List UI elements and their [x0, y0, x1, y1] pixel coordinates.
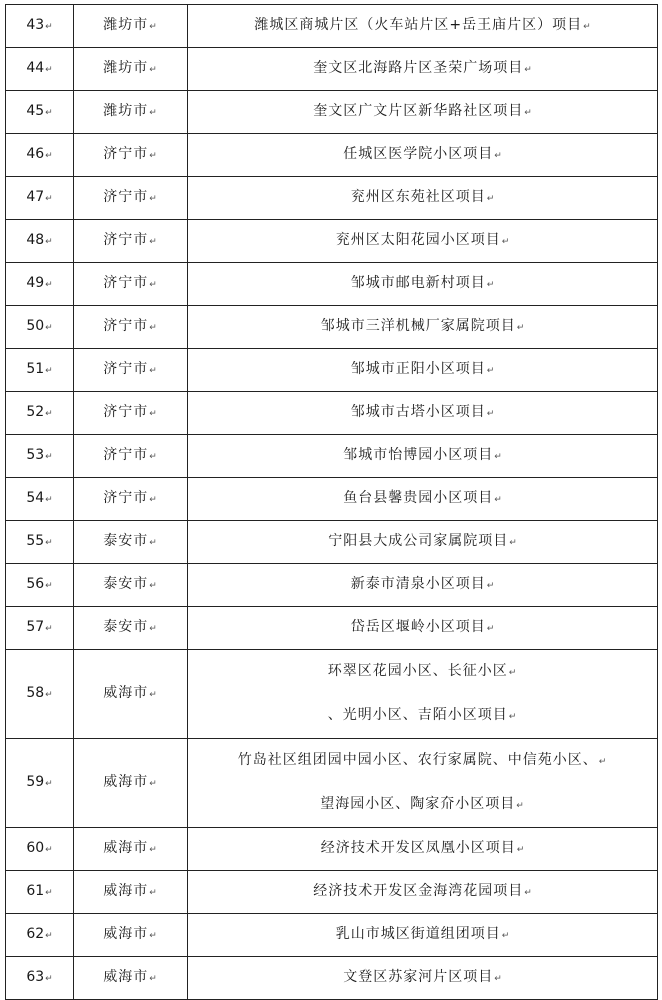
- project-name: 新泰市清泉小区项目: [350, 576, 486, 592]
- city-cell: [74, 871, 188, 914]
- row-number-cell: [6, 177, 74, 220]
- table-row: [6, 957, 658, 1000]
- paragraph-mark-icon: ↵: [45, 194, 53, 204]
- paragraph-mark-icon: ↵: [45, 452, 53, 462]
- project-cell: [188, 435, 658, 478]
- city-cell: [74, 263, 188, 306]
- project-name: 邹城市古塔小区项目: [350, 404, 486, 420]
- paragraph-mark-icon: ↵: [516, 323, 525, 333]
- row-number-cell: [6, 306, 74, 349]
- table-row: [6, 134, 658, 177]
- paragraph-mark-icon: ↵: [45, 409, 53, 419]
- city-cell: [74, 478, 188, 521]
- city-name: 泰安市: [103, 533, 149, 549]
- paragraph-mark-icon: ↵: [149, 194, 158, 204]
- table-row: [6, 828, 658, 871]
- project-name-line: [321, 840, 525, 856]
- project-cell: [188, 91, 658, 134]
- row-number-cell: [6, 564, 74, 607]
- paragraph-mark-icon: ↵: [516, 801, 525, 811]
- project-name: 邹城市怡博园小区项目: [343, 447, 494, 463]
- table-row: [6, 349, 658, 392]
- paragraph-mark-icon: ↵: [45, 108, 53, 118]
- paragraph-mark-icon: ↵: [149, 931, 158, 941]
- paragraph-mark-icon: ↵: [494, 495, 502, 505]
- project-name-line: [321, 318, 525, 334]
- paragraph-mark-icon: ↵: [45, 779, 53, 789]
- city-cell: [74, 349, 188, 392]
- city-name: 潍坊市: [103, 103, 149, 119]
- row-number: 55: [26, 533, 45, 549]
- city-name: 济宁市: [103, 275, 149, 291]
- paragraph-mark-icon: ↵: [149, 690, 158, 700]
- row-number-cell: [6, 607, 74, 650]
- project-name: 乳山市城区街道组团项目: [335, 926, 501, 942]
- city-name: 威海市: [103, 926, 149, 942]
- project-cell: [188, 828, 658, 871]
- row-number-cell: [6, 392, 74, 435]
- city-name: 济宁市: [103, 361, 149, 377]
- city-cell: [74, 48, 188, 91]
- row-number-cell: [6, 871, 74, 914]
- paragraph-mark-icon: ↵: [149, 888, 158, 898]
- city-name: 济宁市: [103, 404, 149, 420]
- project-name-line: [351, 189, 495, 205]
- paragraph-mark-icon: ↵: [524, 65, 532, 75]
- city-name: 潍坊市: [103, 60, 149, 76]
- row-number: 48: [26, 232, 45, 248]
- project-name: 邹城市三洋机械厂家属院项目: [320, 318, 516, 334]
- city-cell: [74, 828, 188, 871]
- project-cell: [188, 957, 658, 1000]
- project-name: 文登区苏家河片区项目: [343, 969, 494, 985]
- project-cell: [188, 914, 658, 957]
- project-name-line: [336, 926, 510, 942]
- city-cell: [74, 5, 188, 48]
- city-name: 济宁市: [103, 189, 149, 205]
- table-body: [6, 5, 658, 1000]
- row-number-cell: [6, 521, 74, 564]
- project-name-line: [351, 275, 495, 291]
- table-row: [6, 871, 658, 914]
- city-name: 威海市: [103, 969, 149, 985]
- project-name: 经济技术开发区金海湾花园项目: [313, 883, 524, 899]
- table-row: [6, 263, 658, 306]
- table-row: [6, 435, 658, 478]
- project-name-line: [188, 739, 657, 783]
- project-cell: [188, 478, 658, 521]
- row-number: 43: [26, 17, 45, 33]
- row-number: 53: [26, 447, 45, 463]
- project-name-line: [313, 883, 532, 899]
- city-name: 潍坊市: [103, 17, 149, 33]
- project-cell: [188, 521, 658, 564]
- project-name: 宁阳县大成公司家属院项目: [328, 533, 509, 549]
- paragraph-mark-icon: ↵: [45, 151, 53, 161]
- paragraph-mark-icon: ↵: [508, 668, 518, 678]
- row-number: 54: [26, 490, 45, 506]
- paragraph-mark-icon: ↵: [149, 452, 158, 462]
- row-number: 44: [26, 60, 45, 76]
- project-cell: [188, 177, 658, 220]
- paragraph-mark-icon: ↵: [45, 845, 53, 855]
- paragraph-mark-icon: ↵: [45, 690, 53, 700]
- project-name-line: [343, 969, 502, 985]
- paragraph-mark-icon: ↵: [45, 323, 53, 333]
- paragraph-mark-icon: ↵: [149, 366, 158, 376]
- table-row: [6, 177, 658, 220]
- project-cell: [188, 739, 658, 828]
- paragraph-mark-icon: ↵: [486, 581, 495, 591]
- row-number-cell: [6, 957, 74, 1000]
- paragraph-mark-icon: ↵: [149, 581, 158, 591]
- project-name-line: [188, 783, 657, 827]
- city-cell: [74, 564, 188, 607]
- paragraph-mark-icon: ↵: [524, 888, 532, 898]
- city-cell: [74, 521, 188, 564]
- row-number: 46: [26, 146, 45, 162]
- paragraph-mark-icon: ↵: [509, 538, 517, 548]
- project-name: 兖州区太阳花园小区项目: [335, 232, 501, 248]
- table-row: [6, 521, 658, 564]
- project-name: 奎文区广文片区新华路社区项目: [313, 103, 524, 119]
- row-number: 58: [26, 685, 45, 701]
- city-name: 济宁市: [103, 447, 149, 463]
- paragraph-mark-icon: ↵: [149, 974, 158, 984]
- city-cell: [74, 177, 188, 220]
- city-name: 威海市: [103, 774, 149, 790]
- table-row: [6, 392, 658, 435]
- row-number: 45: [26, 103, 45, 119]
- paragraph-mark-icon: ↵: [149, 409, 158, 419]
- city-name: 威海市: [103, 685, 149, 701]
- paragraph-mark-icon: ↵: [494, 151, 502, 161]
- paragraph-mark-icon: ↵: [598, 757, 608, 767]
- project-name-line: [351, 619, 495, 635]
- project-name: 望海园小区、陶家夼小区项目: [320, 796, 516, 812]
- row-number: 47: [26, 189, 45, 205]
- paragraph-mark-icon: ↵: [149, 151, 158, 161]
- project-name: 奎文区北海路片区圣荣广场项目: [313, 60, 524, 76]
- row-number-cell: [6, 263, 74, 306]
- paragraph-mark-icon: ↵: [45, 931, 53, 941]
- city-name: 威海市: [103, 883, 149, 899]
- city-name: 济宁市: [103, 232, 149, 248]
- row-number: 63: [26, 969, 45, 985]
- paragraph-mark-icon: ↵: [149, 108, 158, 118]
- city-name: 济宁市: [103, 146, 149, 162]
- project-name-line: [351, 576, 495, 592]
- table-row: [6, 220, 658, 263]
- table-row: [6, 914, 658, 957]
- city-name: 济宁市: [103, 490, 149, 506]
- project-cell: [188, 134, 658, 177]
- project-name: 岱岳区堰岭小区项目: [350, 619, 486, 635]
- row-number: 57: [26, 619, 45, 635]
- project-name: 潍城区商城片区（火车站片区+岳王庙片区）项目: [254, 17, 583, 33]
- paragraph-mark-icon: ↵: [508, 712, 518, 722]
- city-name: 泰安市: [103, 576, 149, 592]
- paragraph-mark-icon: ↵: [45, 65, 53, 75]
- paragraph-mark-icon: ↵: [501, 237, 510, 247]
- row-number: 52: [26, 404, 45, 420]
- row-number-cell: [6, 48, 74, 91]
- project-cell: [188, 871, 658, 914]
- row-number-cell: [6, 828, 74, 871]
- project-name-line: [343, 490, 502, 506]
- city-cell: [74, 650, 188, 739]
- row-number: 51: [26, 361, 45, 377]
- project-name-line: [343, 447, 502, 463]
- city-cell: [74, 957, 188, 1000]
- project-name: 经济技术开发区凤凰小区项目: [320, 840, 516, 856]
- paragraph-mark-icon: ↵: [45, 624, 53, 634]
- project-name: 任城区医学院小区项目: [343, 146, 494, 162]
- paragraph-mark-icon: ↵: [45, 888, 53, 898]
- city-cell: [74, 91, 188, 134]
- paragraph-mark-icon: ↵: [45, 974, 53, 984]
- row-number: 60: [26, 840, 45, 856]
- project-name-line: [351, 404, 495, 420]
- table-row: [6, 306, 658, 349]
- paragraph-mark-icon: ↵: [486, 194, 495, 204]
- city-cell: [74, 306, 188, 349]
- paragraph-mark-icon: ↵: [149, 323, 158, 333]
- row-number-cell: [6, 134, 74, 177]
- row-number-cell: [6, 739, 74, 828]
- project-name: 、光明小区、吉陌小区项目: [327, 707, 508, 723]
- project-name-line: [313, 103, 532, 119]
- paragraph-mark-icon: ↵: [45, 237, 53, 247]
- project-cell: [188, 650, 658, 739]
- paragraph-mark-icon: ↵: [149, 22, 158, 32]
- paragraph-mark-icon: ↵: [149, 495, 158, 505]
- city-name: 济宁市: [103, 318, 149, 334]
- paragraph-mark-icon: ↵: [149, 65, 158, 75]
- project-cell: [188, 392, 658, 435]
- paragraph-mark-icon: ↵: [45, 495, 53, 505]
- row-number-cell: [6, 914, 74, 957]
- project-name-line: [188, 694, 657, 738]
- city-cell: [74, 435, 188, 478]
- city-cell: [74, 914, 188, 957]
- project-cell: [188, 48, 658, 91]
- paragraph-mark-icon: ↵: [516, 845, 525, 855]
- paragraph-mark-icon: ↵: [149, 237, 158, 247]
- project-cell: [188, 607, 658, 650]
- city-cell: [74, 607, 188, 650]
- city-cell: [74, 134, 188, 177]
- paragraph-mark-icon: ↵: [486, 409, 495, 419]
- paragraph-mark-icon: ↵: [583, 22, 591, 32]
- paragraph-mark-icon: ↵: [494, 452, 502, 462]
- project-cell: [188, 349, 658, 392]
- city-cell: [74, 739, 188, 828]
- row-number: 49: [26, 275, 45, 291]
- paragraph-mark-icon: ↵: [486, 624, 495, 634]
- city-name: 泰安市: [103, 619, 149, 635]
- paragraph-mark-icon: ↵: [486, 280, 495, 290]
- city-cell: [74, 392, 188, 435]
- project-name: 竹岛社区组团园中园小区、农行家属院、中信苑小区、: [237, 752, 598, 768]
- row-number: 56: [26, 576, 45, 592]
- row-number: 61: [26, 883, 45, 899]
- paragraph-mark-icon: ↵: [149, 280, 158, 290]
- row-number-cell: [6, 650, 74, 739]
- paragraph-mark-icon: ↵: [524, 108, 532, 118]
- row-number: 59: [26, 774, 45, 790]
- project-name: 邹城市邮电新村项目: [350, 275, 486, 291]
- paragraph-mark-icon: ↵: [45, 366, 53, 376]
- paragraph-mark-icon: ↵: [494, 974, 502, 984]
- table-row: [6, 91, 658, 134]
- project-name-line: [336, 232, 510, 248]
- table-row: [6, 48, 658, 91]
- row-number-cell: [6, 478, 74, 521]
- table-row: [6, 478, 658, 521]
- paragraph-mark-icon: ↵: [45, 280, 53, 290]
- row-number-cell: [6, 349, 74, 392]
- table-row: [6, 739, 658, 828]
- paragraph-mark-icon: ↵: [149, 779, 158, 789]
- project-name-line: [328, 533, 517, 549]
- row-number-cell: [6, 220, 74, 263]
- project-cell: [188, 5, 658, 48]
- row-number: 50: [26, 318, 45, 334]
- table-row: [6, 5, 658, 48]
- project-name-line: [254, 17, 590, 33]
- project-name-line: [343, 146, 502, 162]
- row-number: 62: [26, 926, 45, 942]
- project-name: 邹城市正阳小区项目: [350, 361, 486, 377]
- city-cell: [74, 220, 188, 263]
- paragraph-mark-icon: ↵: [149, 845, 158, 855]
- project-list-table: [5, 4, 658, 1000]
- paragraph-mark-icon: ↵: [45, 538, 53, 548]
- project-name: 鱼台县馨贵园小区项目: [343, 490, 494, 506]
- paragraph-mark-icon: ↵: [501, 931, 510, 941]
- project-name-line: [188, 650, 657, 694]
- table-row: [6, 607, 658, 650]
- paragraph-mark-icon: ↵: [45, 22, 53, 32]
- row-number-cell: [6, 91, 74, 134]
- project-name: 兖州区东苑社区项目: [350, 189, 486, 205]
- table-row: [6, 564, 658, 607]
- table-row: [6, 650, 658, 739]
- project-cell: [188, 306, 658, 349]
- city-name: 威海市: [103, 840, 149, 856]
- project-name: 环翠区花园小区、长征小区: [327, 663, 508, 679]
- project-cell: [188, 263, 658, 306]
- row-number-cell: [6, 435, 74, 478]
- paragraph-mark-icon: ↵: [149, 624, 158, 634]
- paragraph-mark-icon: ↵: [149, 538, 158, 548]
- project-name-line: [313, 60, 532, 76]
- project-cell: [188, 220, 658, 263]
- paragraph-mark-icon: ↵: [486, 366, 495, 376]
- row-number-cell: [6, 5, 74, 48]
- paragraph-mark-icon: ↵: [45, 581, 53, 591]
- project-name-line: [351, 361, 495, 377]
- project-cell: [188, 564, 658, 607]
